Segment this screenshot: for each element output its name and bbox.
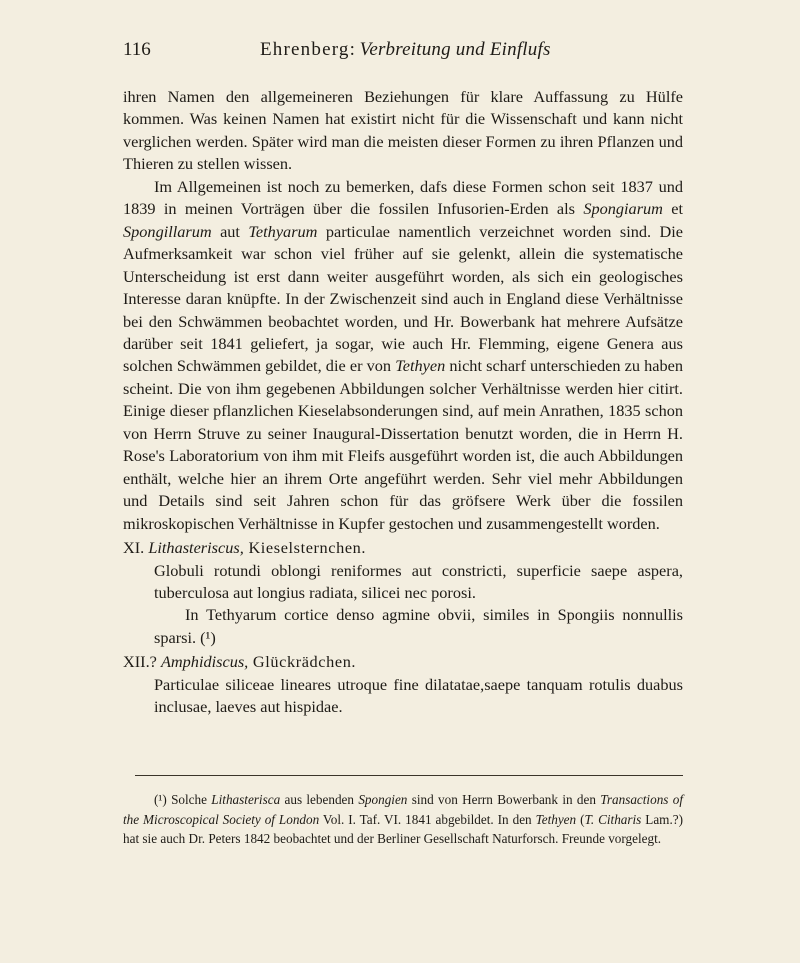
genus-lithasteriscus: Lithasteriscus, (148, 538, 244, 558)
term-spongillarum: Spongillarum (123, 221, 212, 241)
footnote-rule (135, 775, 683, 776)
paragraph-2 (123, 176, 683, 535)
fn-text-e: ( (576, 811, 585, 827)
p2-et: et (662, 199, 683, 219)
running-title (260, 38, 551, 62)
fn-t-citharis: T. Citharis (584, 811, 642, 827)
fn-text-f: Lam.?) hat sie auch Dr. Peters 1842 beobachtet und der Berliner Gesellschaft Naturforsch. Freunde vorgelegt. (123, 811, 683, 847)
section-xii-heading (123, 651, 683, 673)
term-tethyen: Tethyen (395, 356, 446, 376)
term-tethyarum: Tethyarum (248, 221, 318, 241)
fn-journal-title: Transactions of the Microscopical Society of London (123, 792, 683, 827)
section-xi-description: Globuli rotundi oblongi reniformes aut constricti, superficie saepe aspera, tuberculosa aut longius radiata, silicei nec porosi. (154, 560, 683, 602)
p2-text-c: nicht scharf unterschieden zu haben scheint. Die von ihm gegebenen Abbildungen solcher Verhältnisse werden hier citirt. Einige dieser pflanzlichen Kieselabsonderungen sind, auf mein Anrathen, 1835 schon von Herrn Struve zu seiner Inaugural-Dissertation benutzt worden, die in Herrn H. Rose's Laboratorium von ihm mit Fleifs ausgeführt worden ist, die auch Abbildungen enthält, welche hier an ihrem Orte angeführt werden. Sehr viel mehr Abbildungen und Details sind seit Jahren schon für das gröfsere Werk über die fossilen mikroskopischen Verhältnisse in Kupfer gestochen und zusammengestellt worden. (123, 356, 683, 533)
footnote-reference: (¹) (196, 627, 216, 647)
p2-text-a: Im Allgemeinen ist noch zu bemerken, dafs diese Formen schon seit 1837 und 1839 in meinen Vorträgen über die fossilen Infusorien-Erden als (123, 176, 683, 219)
fn-text-b: aus lebenden (280, 792, 359, 807)
fn-text-a: Solche (166, 792, 212, 807)
common-name-glueckraedchen: Glückrädchen. (248, 652, 357, 672)
header-separator: : (349, 39, 355, 60)
section-xi-heading (123, 537, 683, 559)
section-xii-description: Particulae siliceae lineares utroque fine dilatatae,saepe tanquam rotulis duabus inclusae, laeves aut hispidae. (154, 674, 683, 717)
paragraph-1: ihren Namen den allgemeineren Beziehungen für klare Auffassung zu Hülfe kommen. Was keinen Namen hat existirt nicht für die Wissenschaft und kann nicht verglichen werden. Später wird man die meisten dieser Formen zu ihren Pflanzen und Thieren zu stellen wissen. (123, 87, 683, 174)
common-name-kieselsternchen: Kieselsternchen. (243, 538, 367, 558)
section-xi-note-text: In Tethyarum cortice denso agmine obvii, similes in Spongiis nonnullis sparsi. (154, 605, 683, 647)
fn-lithasterisca: Lithasterisca (211, 792, 281, 807)
footnote-marker: (¹) (154, 792, 167, 807)
p2-aut: aut (211, 221, 249, 241)
fn-text-d: Vol. I. Taf. VI. 1841 abgebildet. In den (319, 811, 536, 827)
fn-text-c: sind von Herrn Bowerbank in den (407, 792, 601, 807)
fn-spongien: Spongien (358, 792, 408, 807)
p2-text-b: particulae namentlich verzeichnet worden sind. Die Aufmerksamkeit war schon viel früher auf sie gelenkt, allein die systematische Unterscheidung ist erst dann weiter ausgeführt worden, als sich ein geologisches Interesse daran knüpfte. In der Zwischenzeit sind auch in England diese Verhältnisse bei den Schwämmen beobachtet worden, und Hr. Bowerbank hat mehrere Aufsätze darüber seit 1841 geliefert, ja sogar, wie auch Hr. Flemming, eigene Genera aus solchen Schwämmen gebildet, die er von (123, 221, 683, 376)
section-xii-number: XII.? (123, 652, 161, 672)
section-xi-number: XI. (123, 538, 149, 558)
main-text (123, 86, 683, 719)
footnote (123, 790, 683, 849)
genus-amphidiscus: Amphidiscus, (160, 652, 249, 672)
page-number: 116 (123, 39, 151, 60)
work-title: Verbreitung und Einflufs (359, 39, 551, 60)
term-spongiarum: Spongiarum (583, 199, 663, 219)
section-xi-note (123, 604, 683, 649)
author-name: Ehrenberg (260, 39, 350, 60)
footnote-paragraph (123, 790, 683, 849)
fn-tethyen: Tethyen (535, 811, 577, 827)
